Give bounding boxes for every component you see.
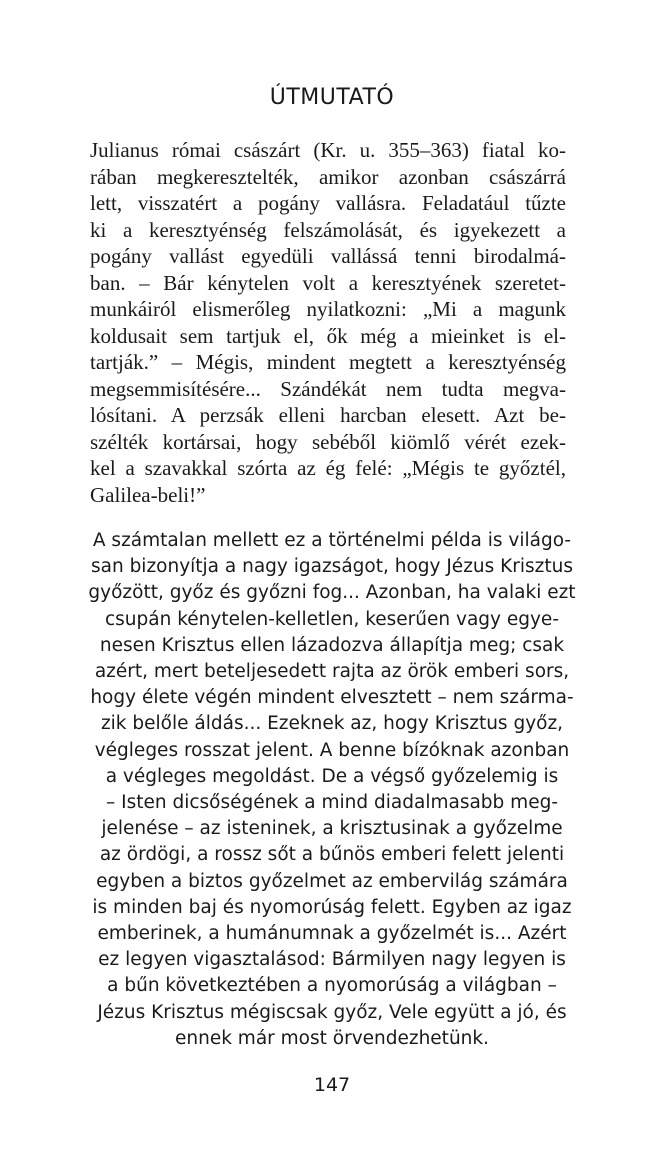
body-line: egyben a biztos győzelmet az embervilág számára bbox=[96, 870, 568, 892]
intro-line: megsemmisítésére... Szándékát nem tudta megva- bbox=[90, 376, 566, 401]
body-line: azért, mert beteljesedett rajta az örök emberi sors, bbox=[94, 661, 570, 683]
intro-line: lósítani. A perzsák elleni harcban elesett. Azt be- bbox=[90, 403, 566, 427]
body-line: Jézus Krisztus mégiscsak győz, Vele együtt a jó, és bbox=[97, 1001, 567, 1023]
intro-line: szélték kortársai, hogy sebéből kiömlő vérét ezek- bbox=[90, 429, 566, 454]
body-line: zik belőle áldás... Ezeknek az, hogy Krisztus győz, bbox=[100, 713, 564, 735]
body-line: san bizonyítja a nagy igazságot, hogy Jézus Krisztus bbox=[90, 556, 573, 578]
body-line: jelenése – az isteninek, a krisztusinak a győzelme bbox=[101, 818, 563, 840]
intro-line: kel a szavakkal szórta az ég felé: „Mégis te győztél, bbox=[90, 456, 566, 480]
body-line: nesen Krisztus ellen lázadozva állapítja meg; csak bbox=[99, 634, 565, 656]
intro-line: rában megkeresztelték, amikor azonban császárrá bbox=[90, 164, 566, 189]
body-line: az ördögi, a rossz sőt a bűnös emberi felett jelenti bbox=[99, 844, 565, 866]
body-line: is minden baj és nyomorúság felett. Egyben az igaz bbox=[92, 896, 572, 918]
intro-line: ki a keresztyénség felszámolását, és igyekezett a bbox=[90, 217, 566, 242]
body-line: a bűn következtében a nyomorúság a világban – bbox=[107, 975, 557, 997]
intro-line: ban. – Bár kénytelen volt a keresztyének szeretet- bbox=[90, 270, 566, 295]
intro-line: Galilea-beli!” bbox=[90, 482, 206, 507]
body-line: A számtalan mellett ez a történelmi példa is világo- bbox=[92, 530, 572, 551]
page-number: 147 bbox=[313, 1074, 351, 1096]
body-line: hogy élete végén mindent elvesztett – nem szárma- bbox=[90, 687, 574, 709]
intro-line: munkáiról elismerőleg nyilatkozni: „Mi a magunk bbox=[90, 297, 566, 321]
body-line: ennek már most örvendezhetünk. bbox=[175, 1027, 489, 1049]
page-title: ÚTMUTATÓ bbox=[269, 85, 395, 110]
body-line: ez legyen vigasztalásod: Bármilyen nagy legyen is bbox=[98, 949, 566, 971]
body-line: – Isten dicsőségének a mind diadalmasabb meg- bbox=[105, 792, 558, 814]
intro-line: lett, visszatért a pogány vallásra. Feladatául tűzte bbox=[90, 191, 566, 215]
intro-line: tartják.” – Mégis, mindent megtett a keresztyénség bbox=[90, 350, 566, 374]
body-line: végleges rosszat jelent. A benne bízóknak azonban bbox=[94, 739, 570, 761]
intro-paragraph bbox=[90, 137, 566, 508]
body-line: csupán kénytelen-kelletlen, keserűen vagy egye- bbox=[104, 608, 559, 630]
intro-line: Julianus római császárt (Kr. u. 355–363) fiatal ko- bbox=[90, 138, 566, 162]
meditation-paragraph bbox=[60, 528, 604, 1052]
intro-line: koldusait sem tartjuk el, ők még a mieinket is el- bbox=[90, 323, 566, 348]
body-line: emberinek, a humánumnak a győzelmét is... Azért bbox=[97, 923, 567, 945]
body-line: győzött, győz és győzni fog... Azonban, ha valaki ezt bbox=[88, 582, 576, 604]
intro-line: pogány vallást egyedüli vallássá tenni birodalmá- bbox=[90, 244, 566, 268]
body-line: a végleges megoldást. De a végső győzelemig is bbox=[105, 765, 559, 787]
